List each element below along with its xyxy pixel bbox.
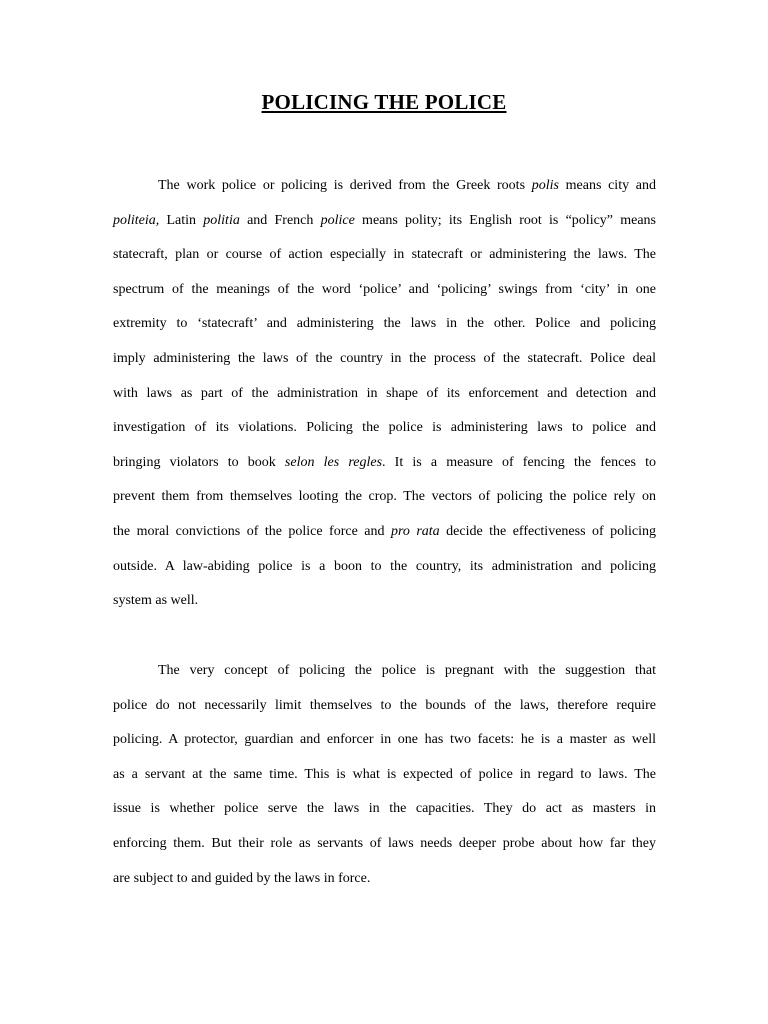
italic-text: pro rata: [390, 524, 440, 539]
text-line: [113, 211, 656, 231]
text-segment: spectrum of the meanings of the word ‘police’ and ‘policing’ swings from ‘city’ in one: [113, 281, 656, 297]
text-segment: and French: [239, 212, 321, 228]
text-segment: police do not necessarily limit themselves to the bounds of the laws, therefore require: [113, 697, 656, 713]
text-line: [113, 245, 656, 265]
text-segment: are subject to and guided by the laws in force.: [113, 870, 371, 886]
text-segment: means polity; its English root is “policy” means: [354, 212, 657, 228]
text-segment: outside. A law-abiding police is a boon to the country, its administration and policing: [113, 558, 656, 574]
text-segment: as a servant at the same time. This is what is expected of police in regard to laws. The: [113, 766, 656, 782]
italic-text: police: [320, 212, 355, 228]
text-segment: decide the effectiveness of policing: [439, 524, 656, 539]
text-segment: policing. A protector, guardian and enforcer in one has two facets: he is a master as well: [113, 732, 656, 748]
italic-text: politeia,: [113, 212, 160, 228]
text-segment: extremity to ‘statecraft’ and administering the laws in the other. Police and policing: [113, 316, 656, 332]
text-line: [113, 384, 656, 404]
text-line: [113, 557, 656, 577]
text-line: [113, 453, 656, 473]
text-line: [113, 522, 656, 542]
italic-text: polis: [531, 178, 559, 193]
text-line: [113, 418, 656, 438]
text-segment: means city and: [558, 178, 656, 193]
text-line: [113, 314, 656, 334]
text-segment: The work police or policing is derived from the Greek roots: [158, 178, 532, 193]
text-segment: system as well.: [113, 593, 199, 609]
page-title: POLICING THE POLICE: [261, 90, 507, 114]
text-line: [158, 661, 656, 681]
italic-text: selon les regles: [284, 454, 383, 470]
text-segment: enforcing them. But their role as servants of laws needs deeper probe about how far they: [113, 836, 656, 851]
text-segment: issue is whether police serve the laws in the capacities. They do act as masters in: [113, 801, 656, 817]
text-segment: statecraft, plan or course of action especially in statecraft or administering the laws. The: [113, 247, 656, 263]
text-line: [113, 280, 656, 300]
text-segment: imply administering the laws of the country in the process of the statecraft. Police deal: [113, 351, 656, 366]
text-line: [113, 696, 656, 716]
text-line: [113, 869, 656, 889]
text-segment: The very concept of policing the police is pregnant with the suggestion that: [158, 663, 656, 678]
text-segment: the moral convictions of the police force and: [113, 524, 391, 539]
text-line: [113, 730, 656, 750]
text-line: [113, 799, 656, 819]
text-segment: with laws as part of the administration in shape of its enforcement and detection and: [113, 385, 656, 401]
text-segment: bringing violators to book: [113, 454, 285, 470]
text-line: [113, 487, 656, 507]
italic-text: politia: [203, 212, 240, 228]
text-line: [158, 176, 656, 196]
text-segment: prevent them from themselves looting the crop. The vectors of policing the police rely on: [113, 489, 656, 505]
text-segment: investigation of its violations. Policing the police is administering laws to police and: [113, 420, 656, 436]
text-line: [113, 834, 656, 854]
text-line: [113, 349, 656, 369]
text-segment: . It is a measure of fencing the fences to: [382, 454, 656, 470]
text-line: [113, 765, 656, 785]
text-line: [113, 591, 656, 611]
text-segment: Latin: [159, 212, 204, 228]
